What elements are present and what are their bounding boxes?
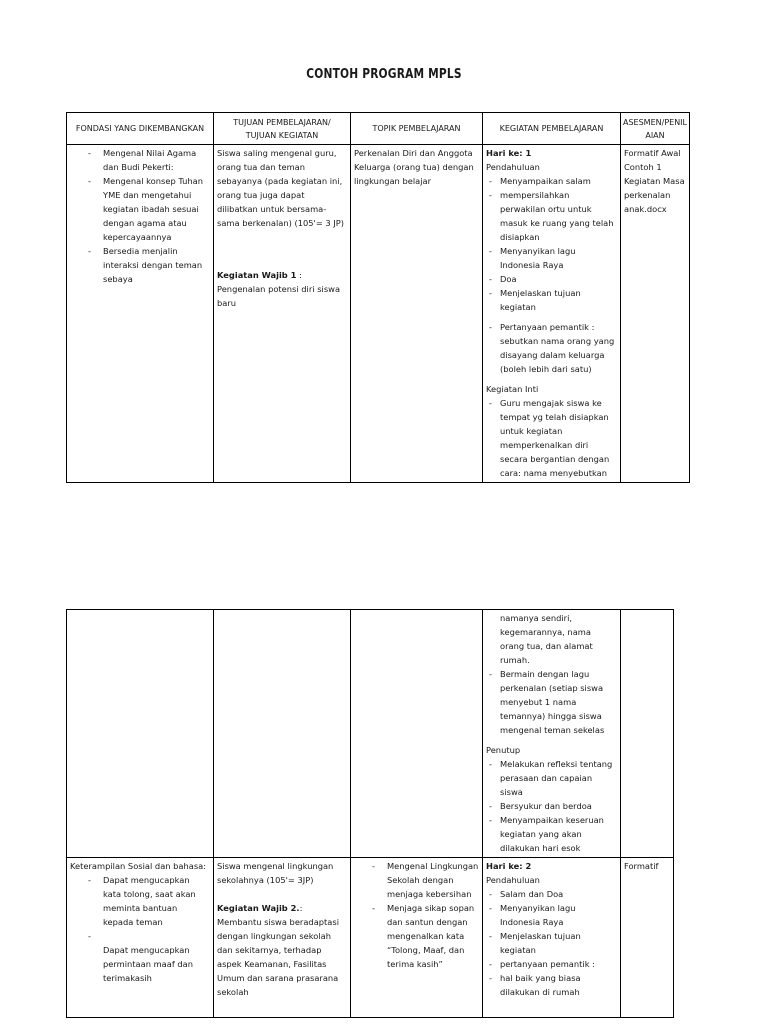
cell-kegiatan bbox=[483, 610, 621, 858]
header-asesmen-line1: ASESMEN/PENIL bbox=[623, 117, 687, 127]
fondasi-list bbox=[70, 146, 210, 286]
header-asesmen bbox=[621, 113, 690, 145]
header-kegiatan: KEGIATAN PEMBELAJARAN bbox=[483, 113, 621, 145]
cell-topik: Perkenalan Diri dan Anggota Keluarga (orang tua) dengan lingkungan belajar bbox=[351, 145, 483, 483]
cell-asesmen: Formatif Awal Contoh 1 Kegiatan Masa perkenalan anak.docx bbox=[621, 145, 690, 483]
list-item: - Doa bbox=[486, 272, 617, 286]
list-item: - pertanyaan pemantik : bbox=[486, 957, 617, 971]
table-row bbox=[67, 858, 674, 1018]
list-item: - Guru mengajak siswa ke tempat yg telah disiapkan untuk kegiatan memperkenalkan diri secara bergantian dengan cara: nama menyebutkan bbox=[486, 396, 617, 480]
header-tujuan-line1: TUJUAN PEMBELAJARAN/ bbox=[233, 117, 331, 127]
cell-topik bbox=[351, 610, 483, 858]
list-item: - Menyanyikan lagu Indonesia Raya bbox=[486, 244, 617, 272]
list-item: - Mengenal Nilai Agama dan Budi Pekerti: bbox=[70, 146, 210, 174]
list-item: - Bermain dengan lagu perkenalan (setiap siswa menyebut 1 nama temannya) hingga siswa mengenal teman sekelas bbox=[486, 667, 617, 737]
list-item: - Pertanyaan pemantik : sebutkan nama orang yang disayang dalam keluarga (boleh lebih dari satu) bbox=[486, 320, 617, 376]
penutup-list bbox=[486, 757, 617, 855]
cell-fondasi bbox=[67, 610, 214, 858]
list-item: - Mengenal Lingkungan Sekolah dengan menjaga kebersihan bbox=[354, 859, 479, 901]
list-item: - Dapat mengucapkan kata tolong, saat akan meminta bantuan kepada teman bbox=[70, 873, 210, 929]
list-item: - Melakukan refleksi tentang perasaan dan capaian siswa bbox=[486, 757, 617, 799]
kegiatan-wajib-paragraph bbox=[217, 901, 347, 999]
kegiatan-inti-label: Kegiatan Inti bbox=[486, 384, 539, 394]
program-table-page-1 bbox=[66, 112, 690, 483]
pendahuluan-list bbox=[486, 887, 617, 999]
document-title: CONTOH PROGRAM MPLS bbox=[306, 67, 462, 82]
header-fondasi: FONDASI YANG DIKEMBANGKAN bbox=[67, 113, 214, 145]
list-item: - Menyampaikan keseruan kegiatan yang akan dilakukan hari esok bbox=[486, 813, 617, 855]
fondasi-extra-text: Dapat mengucapkan permintaan maaf dan terimakasih bbox=[103, 945, 194, 983]
header-tujuan bbox=[214, 113, 351, 145]
fondasi-heading: Keterampilan Sosial dan bahasa: bbox=[70, 861, 207, 871]
list-item: - mempersilahkan perwakilan ortu untuk masuk ke ruang yang telah disiapkan bbox=[486, 188, 617, 244]
empty-list-item bbox=[70, 929, 210, 943]
cell-topik bbox=[351, 858, 483, 1018]
program-table-page-2 bbox=[66, 609, 674, 1018]
kegiatan-wajib-colon: : bbox=[296, 270, 302, 280]
list-item: - hal baik yang biasa dilakukan di rumah bbox=[486, 971, 617, 999]
fondasi-list bbox=[70, 873, 210, 929]
cell-kegiatan bbox=[483, 145, 621, 483]
kegiatan-wajib-heading bbox=[217, 268, 347, 282]
list-item: - Bersedia menjalin interaksi dengan teman sebaya bbox=[70, 244, 210, 286]
cell-fondasi bbox=[67, 145, 214, 483]
cell-fondasi bbox=[67, 858, 214, 1018]
list-item: - Menjaga sikap sopan dan santun dengan mengenalkan kata “Tolong, Maaf, dan terima kasih” bbox=[354, 901, 479, 971]
list-item: - Salam dan Doa bbox=[486, 887, 617, 901]
header-asesmen-line2: AIAN bbox=[645, 130, 665, 140]
hari-label: Hari ke: 2 bbox=[486, 861, 532, 871]
table-header-row bbox=[67, 113, 690, 145]
kegiatan-wajib-text: : Membantu siswa beradaptasi dengan lingkungan sekolah dan sekitarnya, terhadap aspek Keamanan, Fasilitas Umum dan sarana prasarana sekolah bbox=[217, 903, 340, 997]
tujuan-text: Siswa saling mengenal guru, orang tua dan teman sebayanya (pada kegiatan ini, orang tua juga dapat dilibatkan untuk bersama-sama berkenalan) (105'= 3 JP) bbox=[217, 148, 345, 228]
header-tujuan-line2: TUJUAN KEGIATAN bbox=[245, 130, 319, 140]
pendahuluan-label: Pendahuluan bbox=[486, 162, 540, 172]
topik-list bbox=[354, 859, 479, 971]
kegiatan-list bbox=[486, 667, 617, 737]
list-item: - Menyampaikan salam bbox=[486, 174, 617, 188]
kegiatan-wajib-label: Kegiatan Wajib 2. bbox=[217, 903, 300, 913]
pendahuluan-label: Pendahuluan bbox=[486, 875, 540, 885]
list-item: - Menjelaskan tujuan kegiatan bbox=[486, 929, 617, 957]
list-item: - Menyanyikan lagu Indonesia Raya bbox=[486, 901, 617, 929]
list-item: - Menjelaskan tujuan kegiatan bbox=[486, 286, 617, 314]
cell-kegiatan bbox=[483, 858, 621, 1018]
cell-asesmen bbox=[621, 610, 674, 858]
continued-text: namanya sendiri, kegemarannya, nama orang tua, dan alamat rumah. bbox=[500, 613, 593, 665]
tujuan-text: Siswa mengenal lingkungan sekolahnya (105'= 3JP) bbox=[217, 861, 334, 885]
penutup-label: Penutup bbox=[486, 745, 521, 755]
kegiatan-wajib-text: Pengenalan potensi diri siswa baru bbox=[217, 284, 341, 308]
header-topik: TOPIK PEMBELAJARAN bbox=[351, 113, 483, 145]
cell-tujuan bbox=[214, 145, 351, 483]
pendahuluan-list bbox=[486, 174, 617, 376]
list-item: - Bersyukur dan berdoa bbox=[486, 799, 617, 813]
hari-label: Hari ke: 1 bbox=[486, 148, 532, 158]
cell-asesmen: Formatif bbox=[621, 858, 674, 1018]
cell-tujuan bbox=[214, 858, 351, 1018]
cell-tujuan bbox=[214, 610, 351, 858]
list-item: - Mengenal konsep Tuhan YME dan mengetahui kegiatan ibadah sesuai dengan agama atau kepercayaannya bbox=[70, 174, 210, 244]
inti-list bbox=[486, 396, 617, 480]
table-row bbox=[67, 610, 674, 858]
kegiatan-wajib-label: Kegiatan Wajib 1 bbox=[217, 270, 297, 280]
table-row bbox=[67, 145, 690, 483]
